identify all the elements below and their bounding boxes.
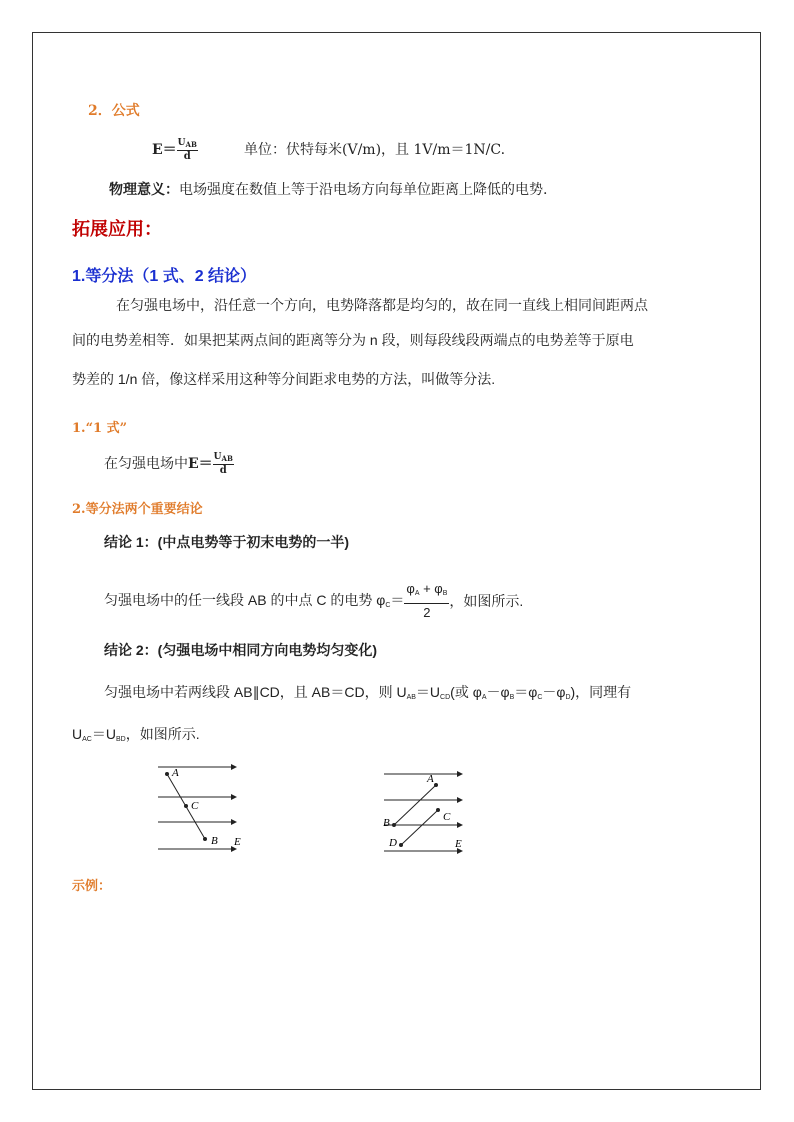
formula-fraction: [177, 138, 198, 162]
one-formula-numerator: U: [213, 452, 222, 462]
c2-l1-c: (或 φ: [450, 684, 482, 700]
one-formula-numerator-sub: AB: [221, 454, 233, 463]
c2-sub-d: D: [565, 694, 571, 701]
c2-l1-f: －φ: [542, 684, 566, 700]
label-b: B: [211, 835, 218, 847]
segment-cd: [401, 810, 438, 845]
c2-l2-b: ＝U: [91, 726, 116, 742]
one-formula-line: [104, 452, 234, 476]
conclusion-1-sub-c: C: [385, 602, 391, 609]
label-a: A: [427, 773, 434, 785]
unit-text: 单位：伏特每米(V/m)，且 1V/m＝1N/C.: [244, 142, 506, 158]
segment-ab: [394, 785, 436, 825]
label-a: A: [172, 767, 179, 779]
two-conclusions-heading: 2.等分法两个重要结论: [72, 502, 203, 517]
conclusion-1-phi-a-sub: A: [414, 590, 420, 597]
c2-l1-b: ＝U: [415, 684, 441, 700]
c2-sub-b: B: [509, 694, 515, 701]
conclusion-2-line-2: [72, 727, 200, 743]
example-label: 示例：: [72, 879, 112, 894]
point-c: [184, 804, 188, 808]
formula-line: [152, 138, 198, 162]
point-a: [165, 772, 169, 776]
label-e: E: [455, 838, 462, 850]
formula-numerator-sub: AB: [185, 140, 197, 149]
point-d: [399, 843, 403, 847]
conclusion-1-title: 结论 1：(中点电势等于初末电势的一半): [104, 534, 349, 550]
point-a: [434, 783, 438, 787]
extension-heading: 拓展应用：: [72, 219, 162, 240]
method-heading: 1.等分法（1 式、2 结论）: [72, 268, 257, 285]
conclusion-2-line-1: [104, 685, 631, 701]
meaning-label: 物理意义：: [109, 182, 179, 198]
conclusion-1-fraction: [404, 580, 449, 622]
point-b: [203, 837, 207, 841]
conclusion-1-phi-a: φ: [406, 581, 415, 596]
c2-l1-g: )，同理有: [570, 684, 632, 700]
one-formula-heading: 1.“1 式”: [72, 421, 128, 436]
c2-l2-a: U: [72, 726, 83, 742]
formula-denominator: d: [177, 150, 198, 162]
c2-sub-cd: CD: [440, 694, 451, 701]
one-formula-E: E＝: [188, 456, 213, 472]
paragraph-line-2: 间的电势差相等．如果把某两点间的距离等分为 n 段，则每段线段两端点的电势差等于原电: [72, 332, 634, 348]
conclusion-1-post: ，如图所示.: [449, 593, 524, 609]
figure-1-diagram: [150, 758, 250, 858]
meaning-text: 电场强度在数值上等于沿电场方向每单位距离上降低的电势.: [179, 182, 548, 198]
label-c: C: [443, 811, 451, 823]
label-e: E: [234, 836, 241, 848]
figure-2-diagram: [378, 763, 474, 859]
c2-l1-e: ＝φ: [514, 684, 538, 700]
paragraph-line-3: 势差的 1/n 倍，像这样采用这种等分间距求电势的方法，叫做等分法.: [72, 371, 496, 387]
meaning-line: [109, 183, 547, 197]
conclusion-1-line: [104, 580, 523, 622]
paragraph-line-1: 在匀强电场中，沿任意一个方向，电势降落都是均匀的，故在同一直线上相同间距两点: [116, 297, 648, 313]
conclusion-1-plus-phi: + φ: [419, 581, 443, 596]
conclusion-1-denominator: 2: [404, 603, 449, 622]
c2-sub-bd: BD: [115, 736, 126, 743]
c2-l2-c: ，如图所示.: [125, 726, 200, 742]
label-d: D: [389, 837, 397, 849]
c2-l1-a: 匀强电场中若两线段 AB∥CD，且 AB＝CD，则 U: [104, 684, 407, 700]
conclusion-1-eq: ＝: [390, 592, 405, 608]
c2-sub-ab: AB: [406, 694, 416, 701]
section-heading-formula: 2．公式: [88, 103, 140, 119]
conclusion-1-phi-b-sub: B: [442, 590, 448, 597]
label-c: C: [191, 800, 199, 812]
one-formula-text: 在匀强电场中: [104, 456, 188, 472]
one-formula-fraction: [213, 452, 234, 476]
formula-E: E＝: [152, 142, 177, 158]
conclusion-1-pre: 匀强电场中的任一线段 AB 的中点 C 的电势 φ: [104, 592, 386, 608]
c2-sub-c: C: [537, 694, 543, 701]
c2-l1-d: －φ: [486, 684, 510, 700]
conclusion-2-title: 结论 2：(匀强电场中相同方向电势均匀变化): [104, 642, 377, 658]
formula-numerator: U: [177, 138, 186, 148]
point-c: [436, 808, 440, 812]
c2-sub-a: A: [481, 694, 487, 701]
c2-sub-ac: AC: [82, 736, 92, 743]
point-b: [392, 823, 396, 827]
label-b: B: [383, 817, 390, 829]
one-formula-denominator: d: [213, 464, 234, 476]
